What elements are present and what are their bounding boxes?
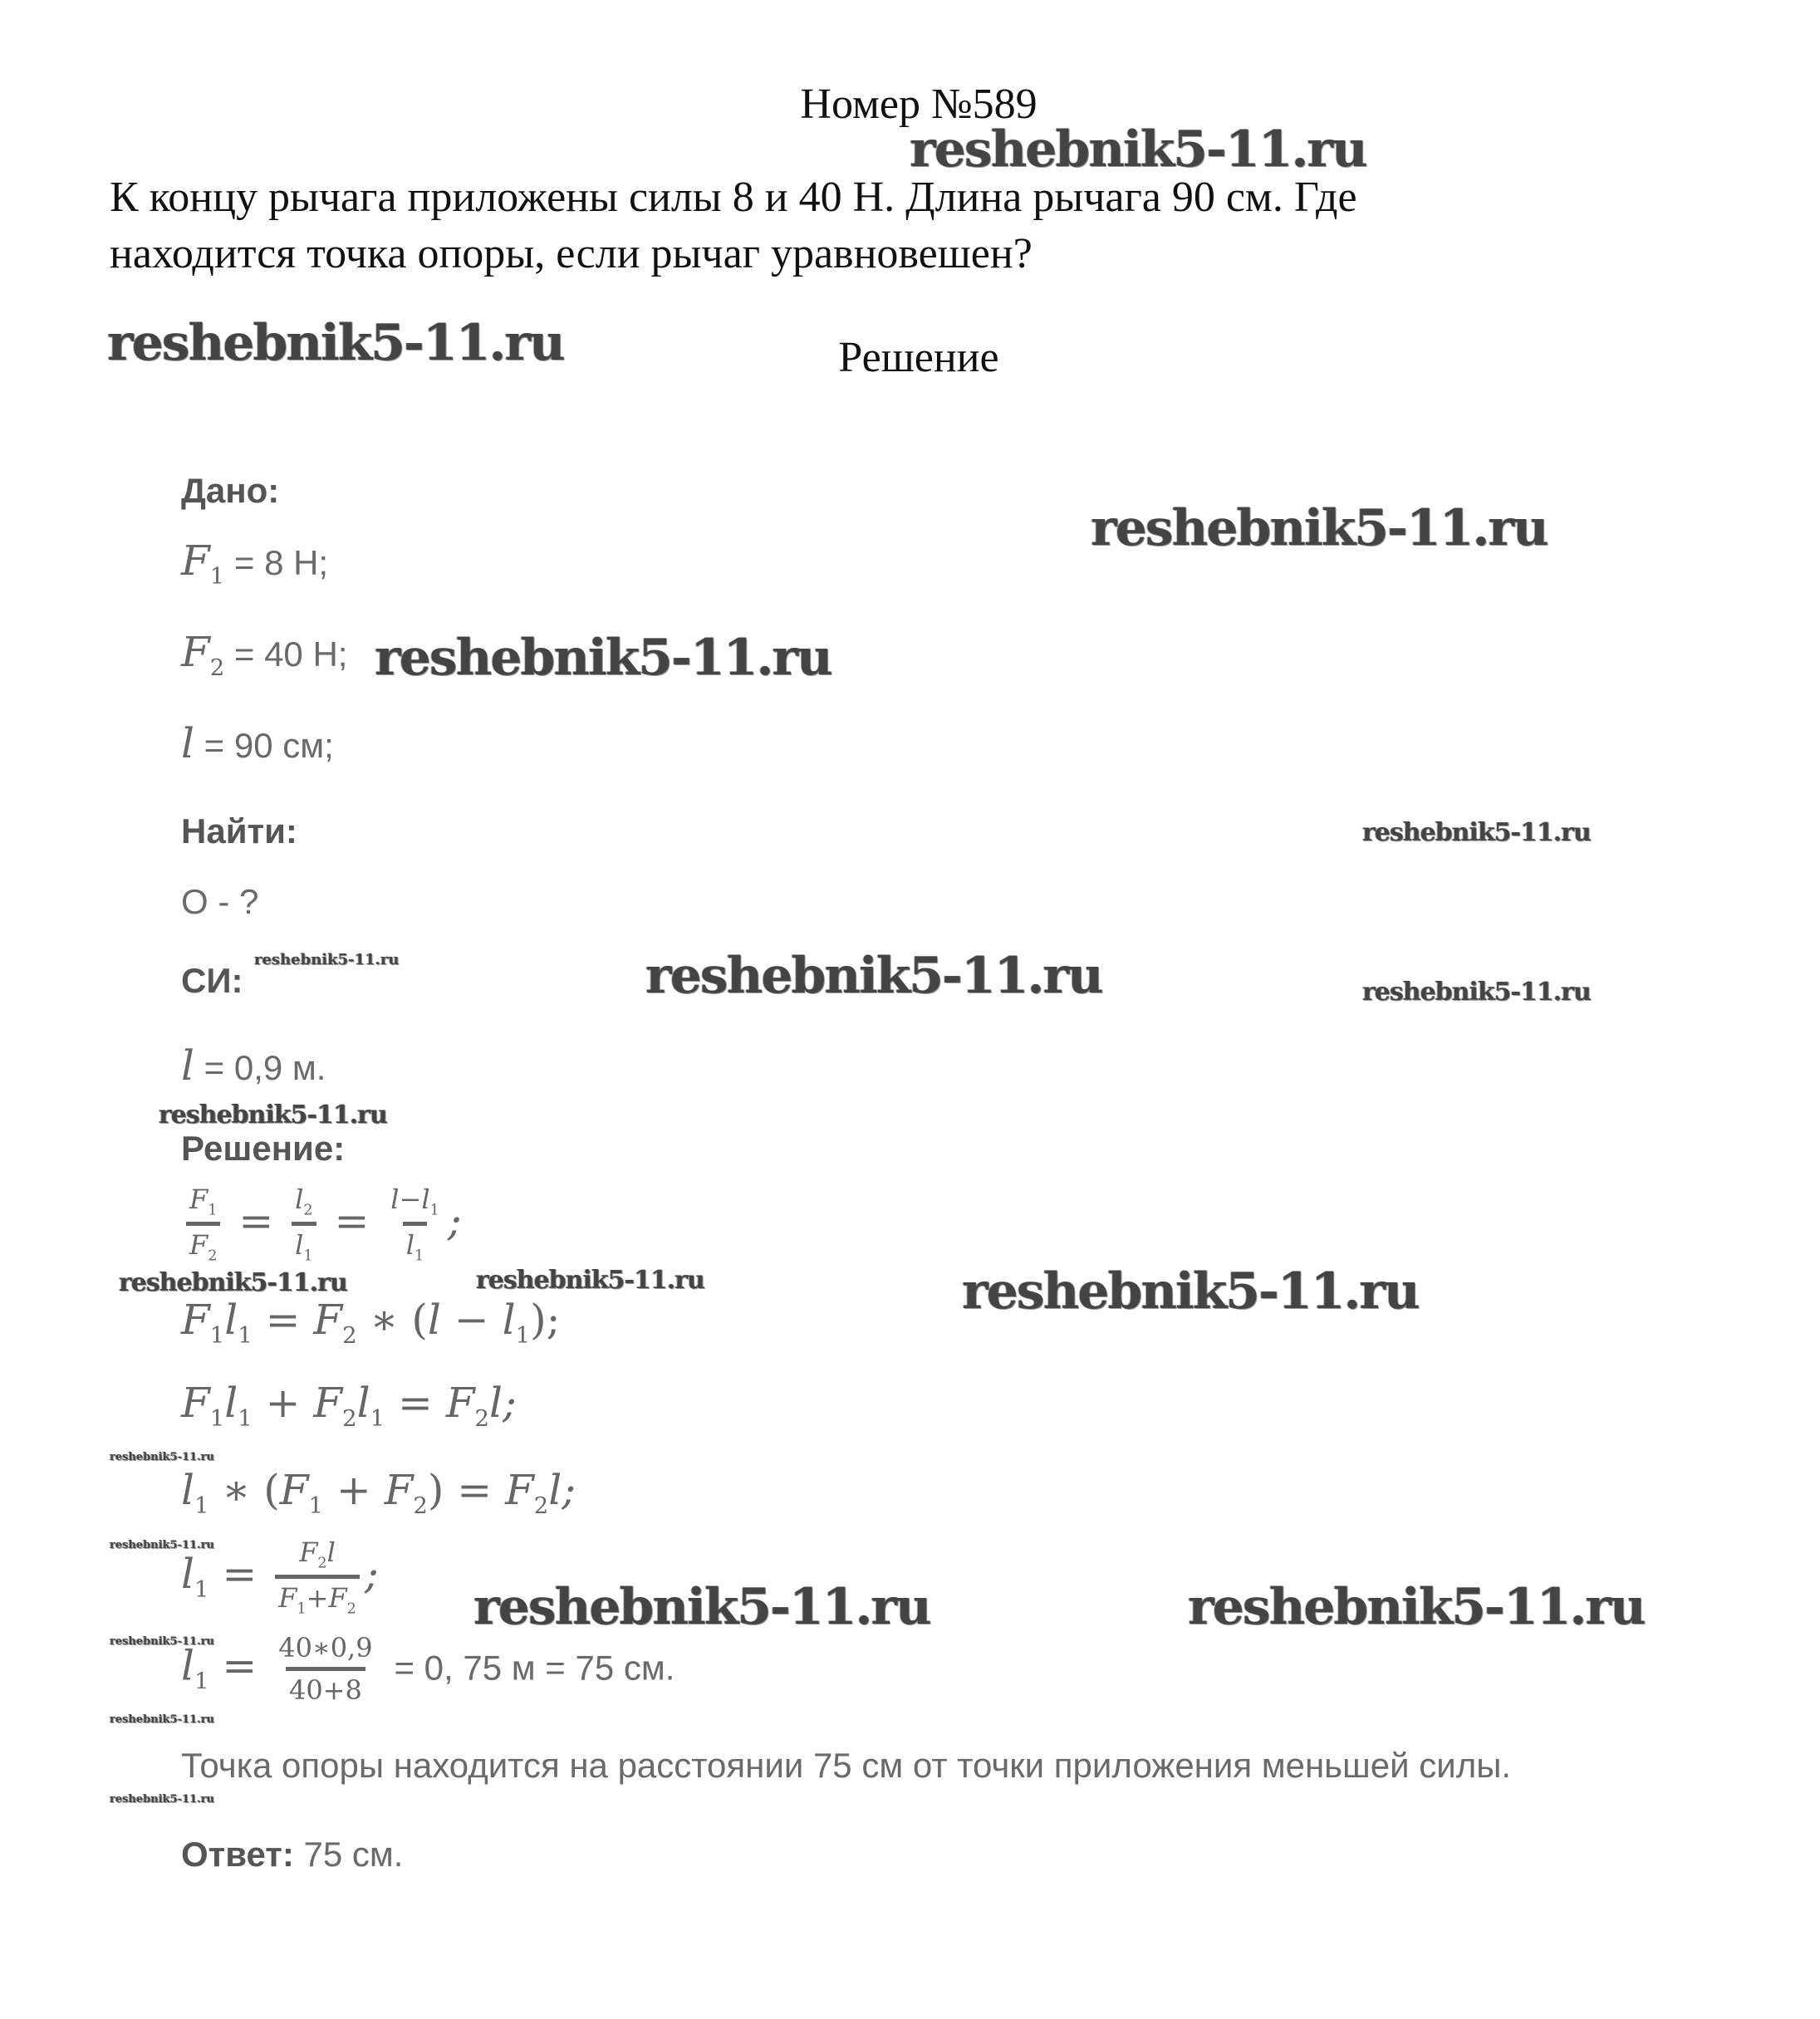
watermark: reshebnik5-11.ru (1091, 499, 1548, 557)
problem-line-2: находится точка опоры, если рычаг уравновешен? (110, 230, 1033, 277)
watermark: reshebnik5-11.ru (110, 1793, 215, 1806)
equation-expanded: $F_1l_1 + F_2l_1 = F_2l$; (181, 1379, 517, 1432)
equation-moments: $F_1l_1 = F_2$ ∗ $(l - l_1)$; (181, 1296, 561, 1349)
watermark: reshebnik5-11.ru (254, 951, 400, 968)
problem-line-1: К концу рычага приложены силы 8 и 40 Н. Длина рычага 90 см. Где (110, 174, 1357, 221)
find-label: Найти: (181, 811, 297, 850)
watermark: reshebnik5-11.ru (119, 1268, 347, 1297)
equation-l1-result: $l_1$ = $\frac{40∗0,9}{40+8}$ = 0, 75 м = 75 см. (181, 1632, 675, 1706)
solution-heading: Решение (838, 334, 999, 381)
find-value: O - ? (181, 882, 259, 921)
watermark: reshebnik5-11.ru (645, 947, 1102, 1005)
work-label: Решение: (181, 1129, 346, 1168)
watermark: reshebnik5-11.ru (1362, 818, 1591, 847)
conclusion: Точка опоры находится на расстоянии 75 см от точки приложения меньшей силы. (181, 1746, 1512, 1785)
watermark: reshebnik5-11.ru (375, 629, 832, 687)
given-f1: $F_1 = 8$ Н; (181, 537, 329, 590)
watermark: reshebnik5-11.ru (110, 1451, 215, 1463)
watermark: reshebnik5-11.ru (107, 314, 564, 372)
answer: Ответ: 75 см. (181, 1835, 404, 1874)
watermark: reshebnik5-11.ru (110, 1713, 215, 1726)
watermark: reshebnik5-11.ru (476, 1266, 704, 1295)
watermark: reshebnik5-11.ru (159, 1100, 387, 1130)
watermark: reshebnik5-11.ru (1188, 1578, 1645, 1636)
given-label: Дано: (181, 471, 280, 510)
given-l: l = 90 см; (181, 719, 334, 767)
watermark: reshebnik5-11.ru (473, 1578, 930, 1636)
si-l: l = 0,9 м. (181, 1041, 326, 1090)
watermark: reshebnik5-11.ru (1362, 978, 1591, 1007)
si-label: СИ: (181, 961, 243, 1000)
watermark: reshebnik5-11.ru (110, 1539, 215, 1551)
equation-factored: $l_1$ ∗ $(F_1 + F_2) = F_2l$; (181, 1466, 576, 1519)
equation-l1-formula: $l_1$ = $\frac{F_2l}{F_1+F_2}$ ; (181, 1536, 379, 1618)
watermark: reshebnik5-11.ru (962, 1262, 1419, 1321)
watermark: reshebnik5-11.ru (110, 1635, 215, 1648)
given-f2: $F_2 = 40$ Н; (181, 628, 348, 681)
equation-ratio: $\frac{F_1}{F_2}$ = $\frac{l_2}{l_1}$ = $\frac{l-l_1}{l_1}$ ; (181, 1183, 462, 1265)
watermark: reshebnik5-11.ru (910, 120, 1366, 179)
page-title: Номер №589 (800, 81, 1038, 128)
